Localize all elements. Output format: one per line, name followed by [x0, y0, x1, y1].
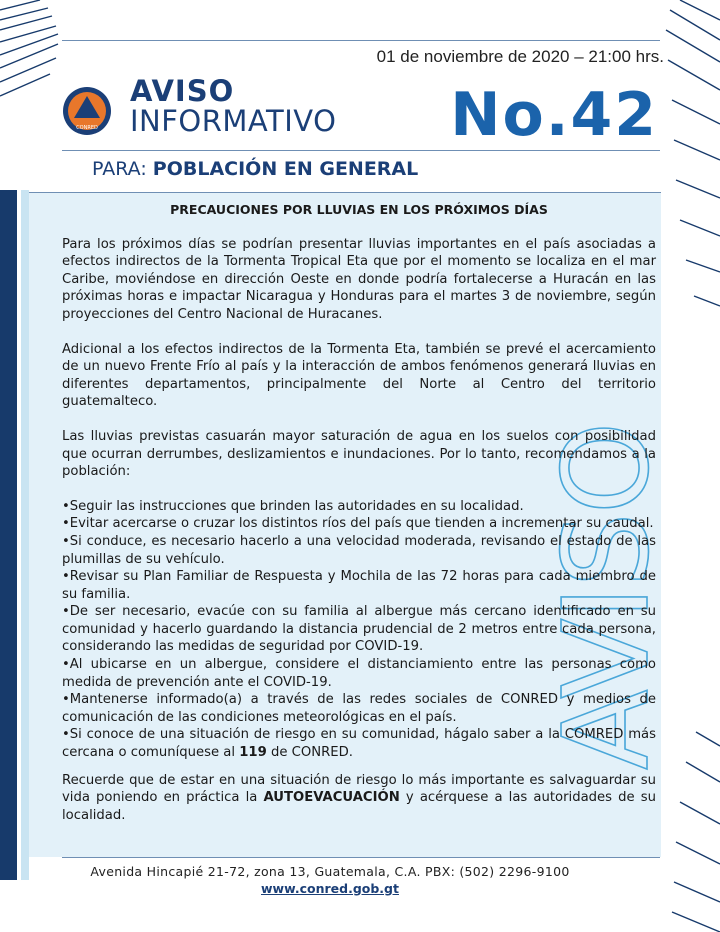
corner-decoration-top-left — [0, 0, 60, 110]
closing-prefix: Recuerde que de estar en una situación de riesgo lo más importante es salvaguardar su vida poniendo en práctica la — [62, 772, 656, 806]
footer-rule — [62, 857, 660, 858]
paragraph-1: Para los próximos días se podrían presentar lluvias importantes en el país asociadas a efectos indirectos de la Tormenta Tropical Eta que por el momento se localiza en el mar Caribe, moviéndose en dirección Oeste en donde podría fortalecerse a Huracán en las próximas horas e impactar Nicaragua y Honduras para el martes 3 de noviembre, según proyecciones del Centro Nacional de Huracanes. — [62, 236, 656, 322]
bullet-item-last — [62, 726, 656, 761]
bullet-item: •Al ubicarse en un albergue, considere el distanciamiento entre las personas como medida de prevención ante el COVID-19. — [62, 657, 656, 690]
bullet-item: •Mantenerse informado(a) a través de las redes sociales de CONRED y medios de comunicación de las condiciones meteorológicas en el país. — [62, 692, 656, 725]
left-accent-strip — [21, 190, 29, 880]
logo-text: CONRED — [76, 125, 98, 131]
title-aviso: AVISO — [130, 74, 235, 108]
title-informativo: INFORMATIVO — [130, 104, 337, 138]
bullet-last-prefix: •Si conoce de una situación de riesgo en su comunidad, hágalo saber a la COMRED más cercana o comuníquese al — [62, 727, 656, 761]
closing-paragraph — [62, 772, 656, 825]
left-accent-bar — [0, 190, 17, 880]
body-heading: PRECAUCIONES POR LLUVIAS EN LOS PRÓXIMOS DÍAS — [170, 202, 548, 217]
bullet-item: •De ser necesario, evacúe con su familia al albergue más cercano identificado en su comunidad y hacerlo guardando la distancia prudencial de 2 metros entre cada persona, considerando las medidas de seguridad por COVID-19. — [62, 604, 656, 655]
watermark-text: AVISO — [537, 423, 675, 770]
bullet-item: •Seguir las instrucciones que brinden las autoridades en su localidad. — [62, 498, 524, 514]
header-bottom-rule — [62, 150, 660, 151]
conred-logo-icon — [62, 86, 112, 136]
footer-address: Avenida Hincapié 21-72, zona 13, Guatemala, C.A. PBX: (502) 2296-9100 — [90, 864, 570, 879]
recipient-line — [92, 158, 418, 180]
header-top-rule — [62, 40, 660, 41]
paragraph-3: Las lluvias previstas casuarán mayor saturación de agua en los suelos con posibilidad que ocurran derrumbes, deslizamientos e inundaciones. Por lo tanto, recomendamos a la población: — [62, 428, 656, 480]
bullet-last-suffix: de CONRED. — [266, 745, 353, 761]
body-content — [62, 201, 656, 824]
bullet-item: •Si conduce, es necesario hacerlo a una velocidad moderada, revisando el estado de las plumillas de su vehículo. — [62, 533, 656, 567]
paragraph-2: Adicional a los efectos indirectos de la Tormenta Eta, también se prevé el acercamiento de un nuevo Frente Frío al país y la interacción de ambos fenómenos generará lluvias en diferentes departamentos, principalmente del Norte al Centro del territorio guatemalteco. — [62, 341, 656, 410]
closing-suffix: y acérquese a las autoridades de su localidad. — [62, 790, 656, 823]
footer-website[interactable] — [62, 881, 598, 896]
bullet-item: •Revisar su Plan Familiar de Respuesta y Mochila de las 72 horas para cada miembro de su familia. — [62, 569, 656, 602]
recipient-value: POBLACIÓN EN GENERAL — [152, 158, 419, 180]
bulletin-number: No.42 — [450, 80, 658, 150]
issue-date: 01 de noviembre de 2020 – 21:00 hrs. — [376, 47, 664, 66]
website-link[interactable]: www.conred.gob.gt — [261, 881, 399, 896]
emergency-number: 119 — [239, 745, 267, 761]
corner-decoration-top-right — [660, 0, 720, 320]
closing-emphasis: AUTOEVACUACIÓN — [263, 790, 400, 806]
bullet-item: •Evitar acercarse o cruzar los distintos ríos del país que tienden a incrementar su caudal. — [62, 516, 654, 532]
recipient-label: PARA: — [92, 158, 147, 180]
